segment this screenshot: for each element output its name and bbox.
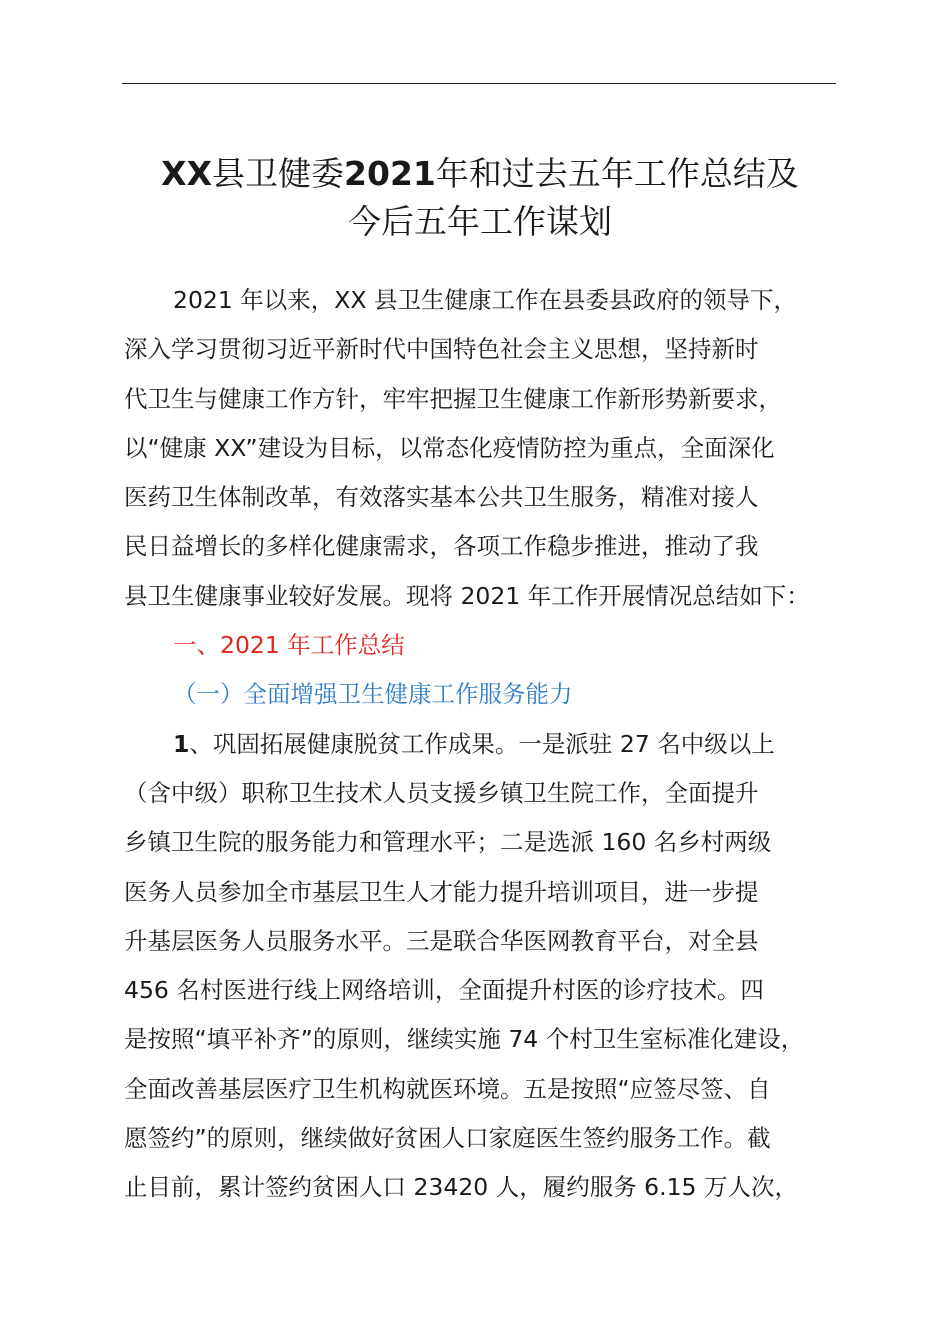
title-part-a: 县卫健委 <box>212 154 345 193</box>
item-line: （含中级）职称卫生技术人员支援乡镇卫生院工作，全面提升 <box>124 778 759 807</box>
intro-line: 代卫生与健康工作方针，牢牢把握卫生健康工作新形势新要求， <box>124 384 782 413</box>
intro-line: 以“健康 XX”建设为目标，以常态化疫情防控为重点，全面深化 <box>124 433 775 462</box>
intro-line: 医药卫生体制改革，有效落实基本公共卫生服务，精准对接人 <box>124 483 759 512</box>
item-line: 是按照“填平补齐”的原则，继续实施 74 个村卫生室标准化建设， <box>124 1025 805 1054</box>
item-first-line-text: 、巩固拓展健康脱贫工作成果。一是派驻 27 名中级以上 <box>189 729 775 758</box>
title-line-2: 今后五年工作谋划 <box>348 202 612 241</box>
intro-line: 深入学习贯彻习近平新时代中国特色社会主义思想，坚持新时 <box>124 335 759 364</box>
item-line: 医务人员参加全市基层卫生人才能力提升培训项目，进一步提 <box>124 877 759 906</box>
item-line: 456 名村医进行线上网络培训，全面提升村医的诊疗技术。四 <box>124 976 764 1005</box>
title-year: 2021 <box>344 154 436 193</box>
item-first-line <box>124 720 864 769</box>
intro-line: 2021 年以来，XX 县卫生健康工作在县委县政府的领导下， <box>173 286 797 314</box>
title-part-b: 年和过去五年工作总结及 <box>435 154 799 193</box>
item-number: 1 <box>173 729 190 758</box>
item-line: 止目前，累计签约贫困人口 23420 人，履约服务 6.15 万人次， <box>124 1173 798 1202</box>
item-line: 乡镇卫生院的服务能力和管理水平；二是选派 160 名乡村两级 <box>124 828 772 857</box>
document-title <box>100 150 860 246</box>
title-prefix: XX <box>161 154 213 193</box>
document-body <box>124 276 864 1213</box>
section-heading: 一、2021 年工作总结 <box>173 631 405 660</box>
intro-line: 民日益增长的多样化健康需求，各项工作稳步推进，推动了我 <box>124 532 759 561</box>
item-line: 升基层医务人员服务水平。三是联合华医网教育平台，对全县 <box>124 926 759 955</box>
item-line: 全面改善基层医疗卫生机构就医环境。五是按照“应签尽签、自 <box>124 1074 771 1103</box>
title-line-1 <box>100 150 860 198</box>
subsection-heading: （一）全面增强卫生健康工作服务能力 <box>173 680 573 709</box>
header-rule <box>122 83 836 84</box>
item-line: 愿签约”的原则，继续做好贫困人口家庭医生签约服务工作。截 <box>124 1124 771 1153</box>
intro-line: 县卫生健康事业较好发展。现将 2021 年工作开展情况总结如下： <box>124 581 810 610</box>
